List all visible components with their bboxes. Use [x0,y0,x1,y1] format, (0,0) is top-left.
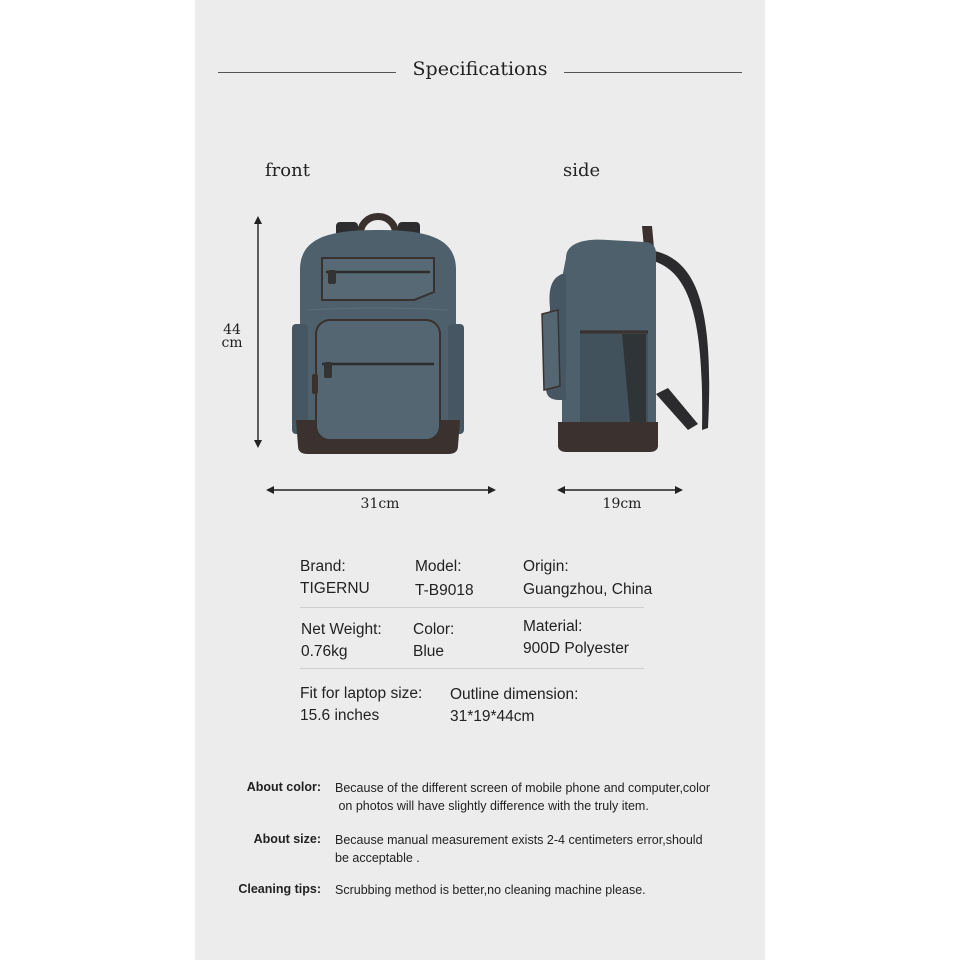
brand-value: TIGERNU [300,580,370,597]
color-value: Blue [413,643,445,660]
width-value: 31cm [360,496,400,512]
note-cleaning-text [335,881,735,899]
origin-value: Guangzhou, China [523,581,653,598]
height-value: 44 [223,322,241,338]
brand-label: Brand: [300,558,346,575]
page-title: Specifications [412,58,548,80]
note-color-line-2: on photos will have slightly difference with the truly item. [335,799,649,813]
note-size-line-2: be acceptable . [335,851,420,865]
note-cleaning-label: Cleaning tips: [238,882,321,896]
front-view-label: front [265,160,310,181]
outline-dimension-value: 31*19*44cm [450,708,535,725]
note-color-label: About color: [246,780,321,794]
spec-divider-2 [300,668,644,669]
note-color-text [335,779,735,815]
origin-label: Origin: [523,558,569,575]
note-size-text [335,831,735,867]
side-view-label: side [563,160,601,181]
laptop-size-label: Fit for laptop size: [300,685,423,702]
color-label: Color: [413,621,455,638]
note-cleaning-line-1: Scrubbing method is better,no cleaning machine please. [335,883,646,897]
weight-label: Net Weight: [301,621,382,638]
note-color-line-1: Because of the different screen of mobile phone and computer,color [335,781,711,795]
model-label: Model: [415,558,462,575]
depth-value: 19cm [602,496,642,512]
spec-panel [195,0,765,960]
height-arrow [250,216,266,448]
backpack-front-image [288,210,468,458]
note-size-label: About size: [253,832,321,846]
material-label: Material: [523,618,583,635]
outline-dimension-label: Outline dimension: [450,686,579,703]
weight-value: 0.76kg [301,643,348,660]
material-value: 900D Polyester [523,640,629,657]
backpack-side-image [538,218,718,458]
model-value: T-B9018 [415,582,474,599]
note-size-line-1: Because manual measurement exists 2-4 centimeters error,should [335,833,703,847]
spec-divider-1 [300,607,644,608]
height-unit: cm [221,335,243,351]
laptop-size-value: 15.6 inches [300,707,380,724]
